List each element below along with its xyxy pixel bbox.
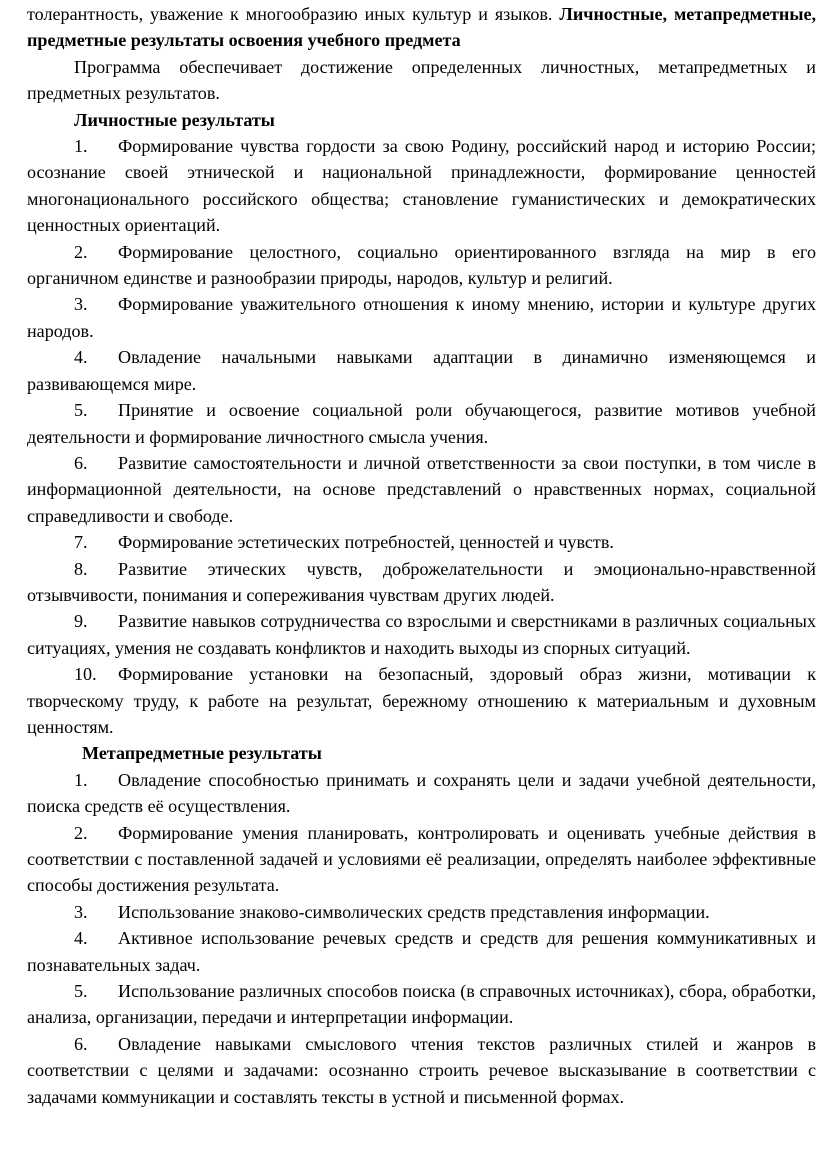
item-text: Формирование эстетических потребностей, ценностей и чувств. [118, 532, 614, 553]
metasubject-item-2 [27, 820, 816, 899]
item-number: 1. [74, 769, 88, 790]
personal-item-5 [27, 397, 816, 450]
item-number: 1. [74, 136, 88, 157]
item-number: 3. [74, 294, 88, 315]
item-text: Формирование умения планировать, контролировать и оценивать учебные действия в соответствии с поставленной задачей и условиями её реализации, определять наиболее эффективные способы достижения результата. [27, 822, 816, 896]
item-number: 2. [74, 241, 88, 262]
personal-results-heading: Личностные результаты [74, 109, 275, 130]
metasubject-item-1 [27, 767, 816, 820]
item-text: Активное использование речевых средств и средств для решения коммуникативных и познавательных задач. [27, 928, 816, 975]
intro-paragraph [27, 1, 816, 54]
metasubject-item-4 [27, 925, 816, 978]
metasubject-item-5 [27, 978, 816, 1031]
item-number: 9. [74, 611, 88, 632]
item-text: Принятие и освоение социальной роли обучающегося, развитие мотивов учебной деятельности и формирование личностного смысла учения. [27, 400, 816, 447]
item-text: Использование различных способов поиска (в справочных источниках), сбора, обработки, анализа, организации, передачи и интерпретации информации. [27, 981, 816, 1028]
item-text: Формирование установки на безопасный, здоровый образ жизни, мотивации к творческому труду, к работе на результат, бережному отношению к материальным и духовным ценностям. [27, 664, 816, 737]
personal-item-3 [27, 291, 816, 344]
personal-item-1 [27, 133, 816, 239]
item-text: Использование знаково-символических средств представления информации. [118, 901, 710, 922]
item-text: Формирование целостного, социально ориентированного взгляда на мир в его органичном единстве и разнообразии природы, народов, культур и религий. [27, 241, 816, 289]
item-number: 10. [74, 664, 97, 685]
section-title: Личностные, метапредметные, предметные результаты освоения учебного предмета [27, 4, 816, 51]
item-text: Развитие самостоятельности и личной ответственности за свои поступки, в том числе в информационной деятельности, на основе представлений о нравственных нормах, социальной справедливости и свободе. [27, 452, 816, 526]
item-text: Развитие навыков сотрудничества со взрослыми и сверстниками в различных социальных ситуациях, умения не создавать конфликтов и находить выходы из спорных ситуаций. [27, 611, 816, 658]
item-number: 6. [74, 1033, 88, 1054]
item-text: Формирование чувства гордости за свою Родину, российский народ и историю России; осознание своей этнической и национальной принадлежности, формирование ценностей многонационального российского общества; становление гуманистических и демократических ценностных ориентаций. [27, 136, 816, 236]
item-number: 3. [74, 901, 88, 922]
personal-item-8 [27, 556, 816, 609]
personal-item-4 [27, 344, 816, 397]
item-text: Овладение навыками смыслового чтения текстов различных стилей и жанров в соответствии с целями и задачами: осознанно строить речевое высказывание в соответствии с задачами коммуникации и составлять тексты в устной и письменной формах. [27, 1033, 816, 1107]
item-number: 5. [74, 981, 88, 1002]
metasubject-item-6 [27, 1031, 816, 1110]
item-number: 4. [74, 347, 88, 368]
intro-text: толерантность, уважение к многообразию иных культур и языков. [27, 4, 560, 24]
metasubject-item-3 [27, 899, 816, 925]
program-paragraph: Программа обеспечивает достижение определенных личностных, метапредметных и предметных результатов. [27, 56, 816, 104]
item-number: 2. [74, 822, 88, 843]
item-number: 4. [74, 928, 88, 949]
item-text: Овладение способностью принимать и сохранять цели и задачи учебной деятельности, поиска средств её осуществления. [27, 769, 816, 817]
item-text: Развитие этических чувств, доброжелательности и эмоционально-нравственной отзывчивости, понимания и сопереживания чувствам других людей. [27, 558, 816, 605]
item-number: 6. [74, 452, 88, 473]
personal-item-7 [27, 529, 816, 555]
item-text: Овладение начальными навыками адаптации в динамично изменяющемся и развивающемся мире. [27, 347, 816, 394]
personal-item-6 [27, 450, 816, 529]
metasubject-results-heading: Метапредметные результаты [82, 743, 322, 764]
personal-item-10 [27, 661, 816, 740]
personal-item-2 [27, 239, 816, 292]
personal-item-9 [27, 608, 816, 661]
item-text: Формирование уважительного отношения к иному мнению, истории и культуре других народов. [27, 294, 816, 341]
item-number: 7. [74, 532, 88, 553]
item-number: 5. [74, 400, 88, 421]
item-number: 8. [74, 558, 88, 579]
